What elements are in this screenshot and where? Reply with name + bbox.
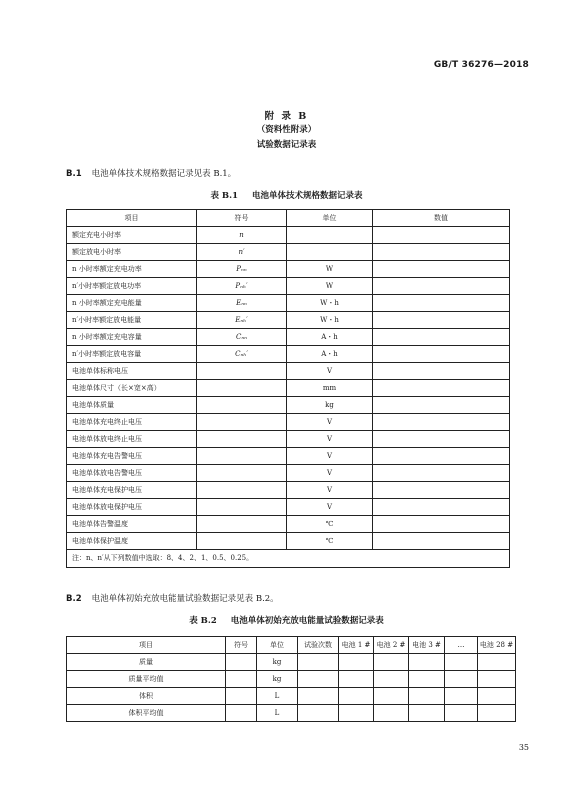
page-number: 35 <box>518 743 529 752</box>
row-item: 额定放电小时率 <box>67 244 197 261</box>
row-unit: V <box>287 499 373 516</box>
row-item: 电池单体充电终止电压 <box>67 414 197 431</box>
row-item: 电池单体告警温度 <box>67 516 197 533</box>
row-trials <box>298 654 339 671</box>
row-unit <box>287 244 373 261</box>
row-item: 电池单体尺寸（长×宽×高） <box>67 380 197 397</box>
row-item: 电池单体标称电压 <box>67 363 197 380</box>
table-row <box>67 465 510 482</box>
row-cell-value <box>339 654 374 671</box>
row-item: n 小时率额定充电功率 <box>67 261 197 278</box>
table-row <box>67 295 510 312</box>
table-b2-caption <box>0 614 573 626</box>
row-unit: kg <box>257 654 298 671</box>
row-value <box>373 380 510 397</box>
row-trials <box>298 671 339 688</box>
row-item: 质量 <box>67 654 226 671</box>
row-item: 电池单体充电保护电压 <box>67 482 197 499</box>
row-symbol <box>197 397 287 414</box>
row-value <box>373 533 510 550</box>
row-trials <box>298 688 339 705</box>
row-item: 体积 <box>67 688 226 705</box>
row-unit: A・h <box>287 346 373 363</box>
row-trials <box>298 705 339 722</box>
row-cell-value <box>409 654 445 671</box>
row-unit: W・h <box>287 295 373 312</box>
row-symbol <box>197 499 287 516</box>
table-b2-header-cell-1: 电池 1 # <box>339 637 374 654</box>
table-row <box>67 414 510 431</box>
row-symbol <box>197 482 287 499</box>
row-symbol <box>226 654 257 671</box>
row-value <box>373 346 510 363</box>
row-symbol: n′ <box>197 244 287 261</box>
row-symbol <box>197 431 287 448</box>
table-b1-header-item: 项目 <box>67 210 197 227</box>
table-b2-header-cell-2: 电池 2 # <box>374 637 409 654</box>
row-value <box>373 431 510 448</box>
table-row <box>67 431 510 448</box>
row-cell-value <box>478 671 516 688</box>
section-b2-text: 电池单体初始充放电能量试验数据记录见表 B.2。 <box>91 594 279 604</box>
row-cell-value <box>374 654 409 671</box>
row-cell-value <box>445 671 478 688</box>
table-row <box>67 397 510 414</box>
row-value <box>373 244 510 261</box>
row-cell-value <box>445 688 478 705</box>
row-symbol <box>197 448 287 465</box>
appendix-nature: （资料性附录） <box>256 125 317 135</box>
table-b1-header-symbol: 符号 <box>197 210 287 227</box>
row-symbol: Cₙₕ′ <box>197 346 287 363</box>
table-b2-header-symbol: 符号 <box>226 637 257 654</box>
table-row <box>67 329 510 346</box>
row-cell-value <box>445 705 478 722</box>
row-value <box>373 329 510 346</box>
row-unit <box>287 227 373 244</box>
row-unit: kg <box>287 397 373 414</box>
row-symbol <box>197 516 287 533</box>
row-item: 电池单体放电终止电压 <box>67 431 197 448</box>
row-value <box>373 516 510 533</box>
table-b2 <box>66 636 516 722</box>
row-value <box>373 397 510 414</box>
table-note-row <box>67 550 510 568</box>
row-value <box>373 363 510 380</box>
table-row <box>67 448 510 465</box>
table-row <box>67 654 516 671</box>
table-row <box>67 499 510 516</box>
row-item: 电池单体保护温度 <box>67 533 197 550</box>
row-unit: A・h <box>287 329 373 346</box>
table-row <box>67 363 510 380</box>
row-item: 电池单体放电保护电压 <box>67 499 197 516</box>
table-row <box>67 380 510 397</box>
table-b1-header-unit: 单位 <box>287 210 373 227</box>
table-b1-caption-number: 表 B.1 <box>210 191 238 201</box>
table-b1-caption-title: 电池单体技术规格数据记录表 <box>252 191 363 201</box>
row-cell-value <box>409 688 445 705</box>
table-b2-header-trials: 试验次数 <box>298 637 339 654</box>
row-unit: ℃ <box>287 516 373 533</box>
row-symbol <box>226 705 257 722</box>
row-value <box>373 278 510 295</box>
appendix-title: 附 录 B <box>264 111 309 122</box>
row-symbol <box>197 414 287 431</box>
row-item: n′小时率额定放电功率 <box>67 278 197 295</box>
row-unit: V <box>287 482 373 499</box>
row-symbol <box>197 533 287 550</box>
table-row <box>67 261 510 278</box>
table-b2-header-item: 项目 <box>67 637 226 654</box>
row-value <box>373 295 510 312</box>
row-value <box>373 499 510 516</box>
row-symbol: Pₙₙ <box>197 261 287 278</box>
row-unit: V <box>287 363 373 380</box>
row-cell-value <box>478 705 516 722</box>
row-item: 质量平均值 <box>67 671 226 688</box>
table-row <box>67 244 510 261</box>
table-b1-caption <box>0 189 573 201</box>
row-item: 体积平均值 <box>67 705 226 722</box>
row-symbol: Eₙₕ′ <box>197 312 287 329</box>
section-b2 <box>66 592 279 604</box>
row-cell-value <box>478 654 516 671</box>
table-b1-note: 注：n、n′从下列数值中选取：8、4、2、1、0.5、0.25。 <box>67 550 510 568</box>
table-b2-header-cell-28: 电池 28 # <box>478 637 516 654</box>
row-cell-value <box>374 688 409 705</box>
table-row <box>67 312 510 329</box>
row-item: n′小时率额定放电容量 <box>67 346 197 363</box>
table-row <box>67 516 510 533</box>
table-b2-header-row <box>67 637 516 654</box>
table-b2-caption-title: 电池单体初始充放电能量试验数据记录表 <box>230 616 384 626</box>
table-b1-header-row <box>67 210 510 227</box>
appendix-name: 试验数据记录表 <box>256 140 317 150</box>
row-cell-value <box>339 671 374 688</box>
section-b1 <box>66 167 236 179</box>
row-unit: W・h <box>287 312 373 329</box>
table-b2-header-ellipsis: … <box>445 637 478 654</box>
row-item: n 小时率额定充电容量 <box>67 329 197 346</box>
row-unit: V <box>287 431 373 448</box>
row-cell-value <box>374 705 409 722</box>
section-b1-number: B.1 <box>66 169 82 179</box>
row-cell-value <box>409 705 445 722</box>
row-symbol: Eₙₙ <box>197 295 287 312</box>
row-unit: L <box>257 705 298 722</box>
row-unit: kg <box>257 671 298 688</box>
row-symbol: Cₙₙ <box>197 329 287 346</box>
row-symbol <box>226 688 257 705</box>
table-row <box>67 227 510 244</box>
row-item: n′小时率额定放电能量 <box>67 312 197 329</box>
row-value <box>373 482 510 499</box>
row-symbol <box>197 363 287 380</box>
table-row <box>67 671 516 688</box>
table-row <box>67 705 516 722</box>
row-cell-value <box>409 671 445 688</box>
row-cell-value <box>478 688 516 705</box>
row-unit: W <box>287 261 373 278</box>
row-unit: V <box>287 448 373 465</box>
section-b2-number: B.2 <box>66 594 82 604</box>
row-cell-value <box>339 688 374 705</box>
row-value <box>373 227 510 244</box>
row-unit: W <box>287 278 373 295</box>
table-row <box>67 533 510 550</box>
row-value <box>373 261 510 278</box>
section-b1-text: 电池单体技术规格数据记录见表 B.1。 <box>91 169 237 179</box>
table-row <box>67 346 510 363</box>
table-b1-header-value: 数值 <box>373 210 510 227</box>
row-cell-value <box>445 654 478 671</box>
row-unit: V <box>287 414 373 431</box>
row-item: 电池单体放电告警电压 <box>67 465 197 482</box>
table-row <box>67 482 510 499</box>
table-b1 <box>66 209 510 568</box>
table-b2-header-unit: 单位 <box>257 637 298 654</box>
row-cell-value <box>339 705 374 722</box>
row-value <box>373 312 510 329</box>
row-symbol <box>197 465 287 482</box>
table-b2-header-cell-3: 电池 3 # <box>409 637 445 654</box>
standard-number: GB/T 36276—2018 <box>433 60 529 70</box>
row-item: 电池单体充电告警电压 <box>67 448 197 465</box>
row-unit: mm <box>287 380 373 397</box>
row-unit: L <box>257 688 298 705</box>
table-b2-caption-number: 表 B.2 <box>189 616 217 626</box>
row-unit: V <box>287 465 373 482</box>
row-item: 额定充电小时率 <box>67 227 197 244</box>
table-row <box>67 278 510 295</box>
row-value <box>373 414 510 431</box>
row-value <box>373 448 510 465</box>
row-symbol <box>226 671 257 688</box>
row-item: n 小时率额定充电能量 <box>67 295 197 312</box>
row-unit: ℃ <box>287 533 373 550</box>
row-symbol: n <box>197 227 287 244</box>
row-value <box>373 465 510 482</box>
row-symbol <box>197 380 287 397</box>
row-item: 电池单体质量 <box>67 397 197 414</box>
row-symbol: Pₙₕ′ <box>197 278 287 295</box>
table-row <box>67 688 516 705</box>
row-cell-value <box>374 671 409 688</box>
